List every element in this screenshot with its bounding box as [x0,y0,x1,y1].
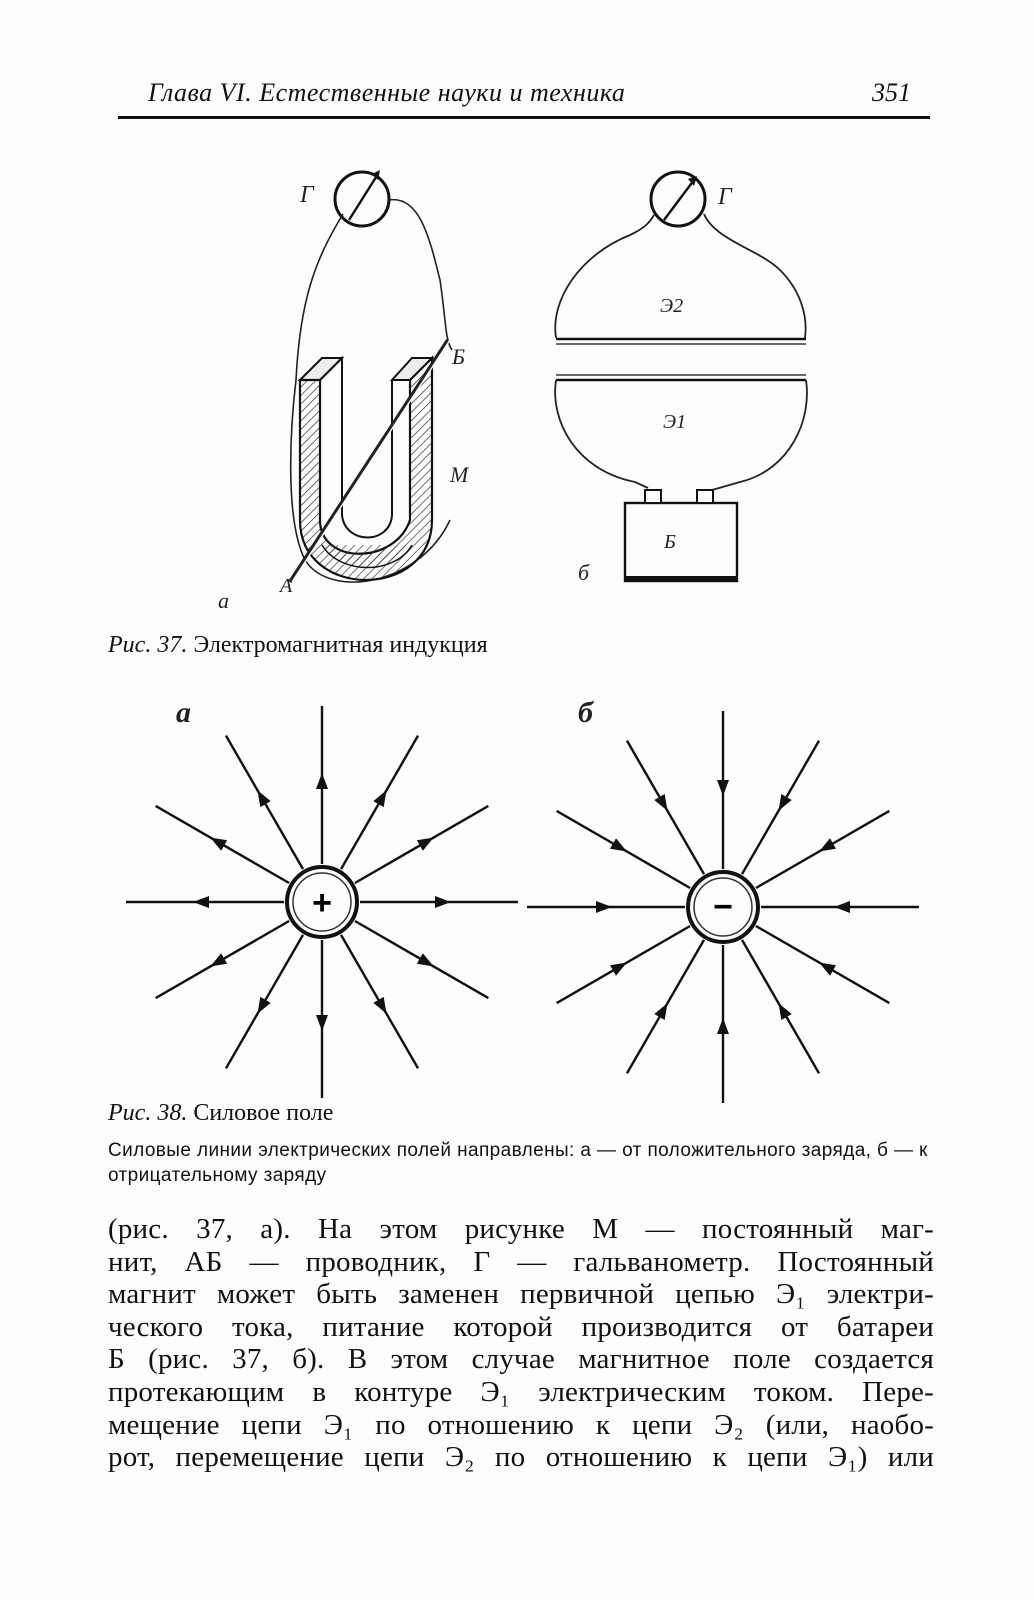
running-title: Глава VI. Естественные науки и техника [148,78,626,107]
body-text [108,1213,934,1474]
field-arrow [316,773,328,789]
positive-charge [287,867,357,937]
field-arrow [654,794,667,811]
body-line: протекающим в контуре Э₁ электрическим током. Пере- [108,1375,934,1408]
field-arrow [717,780,729,796]
field-arrow [596,901,612,913]
field-arrow [819,838,836,851]
fig38-note: Силовые линии электрических полей направлены: а — от положительного заряда, б — к отрицательному заряду [108,1140,928,1186]
field-arrow [717,1018,729,1034]
body-line: ческого тока, питание которой производится от батареи [108,1310,934,1343]
field-arrow [316,1015,328,1031]
label-galvanometer-a: Г [300,182,314,208]
field-arrow [779,1003,792,1020]
positive-sign: + [312,884,332,922]
fig37-caption-prefix: Рис. 37. [108,632,188,658]
fig37-caption [108,632,488,659]
body-line: рот, перемещение цепи Э₂ по отношению к цепи Э₁) или [108,1441,934,1474]
label-panel-b: б [578,560,590,585]
label-circuit-1: Э1 [663,411,687,433]
label-conductor-end-b: Б [452,344,465,369]
field-arrow [373,997,386,1014]
circuit-e2 [555,214,805,338]
field-arrow [210,953,227,966]
fig37-caption-text: Электромагнитная индукция [187,632,488,658]
body-line: нит, АБ — проводник, Г — гальванометр. Постоянный [108,1245,934,1278]
fig38-caption-text: Силовое поле [187,1100,334,1126]
field-arrow [435,896,451,908]
label-magnet: М [450,462,469,487]
fig38-label-panel-b: б [578,696,593,729]
label-panel-a: а [218,588,229,613]
page-number: 351 [872,78,911,107]
label-conductor-end-a: А [280,575,293,597]
field-arrow [258,790,271,807]
negative-sign: − [713,888,733,926]
field-arrow [417,838,434,851]
label-galvanometer-b: Г [718,184,732,210]
field-arrow [193,896,209,908]
field-arrow [417,953,434,966]
fig38-caption [108,1100,333,1127]
galvanometer-b [651,172,705,226]
label-circuit-2: Э2 [660,295,684,317]
negative-charge [688,872,758,942]
field-arrow [373,790,386,807]
field-arrow [610,838,627,851]
field-arrow [834,901,850,913]
fig38-label-panel-a: а [176,696,191,729]
label-battery: Б [664,531,676,553]
battery [625,490,737,581]
fig38-caption-prefix: Рис. 38. [108,1100,188,1126]
field-arrow [779,794,792,811]
field-arrow [610,963,627,976]
field-arrow [210,838,227,851]
body-line: магнит может быть заменен первичной цепью Э₁ электри- [108,1278,934,1311]
body-line: (рис. 37, а). На этом рисунке М — постоянный маг- [108,1213,934,1245]
body-line: Б (рис. 37, б). В этом случае магнитное поле создается [108,1343,934,1376]
field-arrow [654,1003,667,1020]
field-arrow [258,997,271,1014]
body-line: мещение цепи Э₁ по отношению к цепи Э₂ (или, наобо- [108,1408,934,1441]
field-arrow [819,963,836,976]
circuit-e1 [555,380,807,490]
galvanometer-a [335,170,389,226]
